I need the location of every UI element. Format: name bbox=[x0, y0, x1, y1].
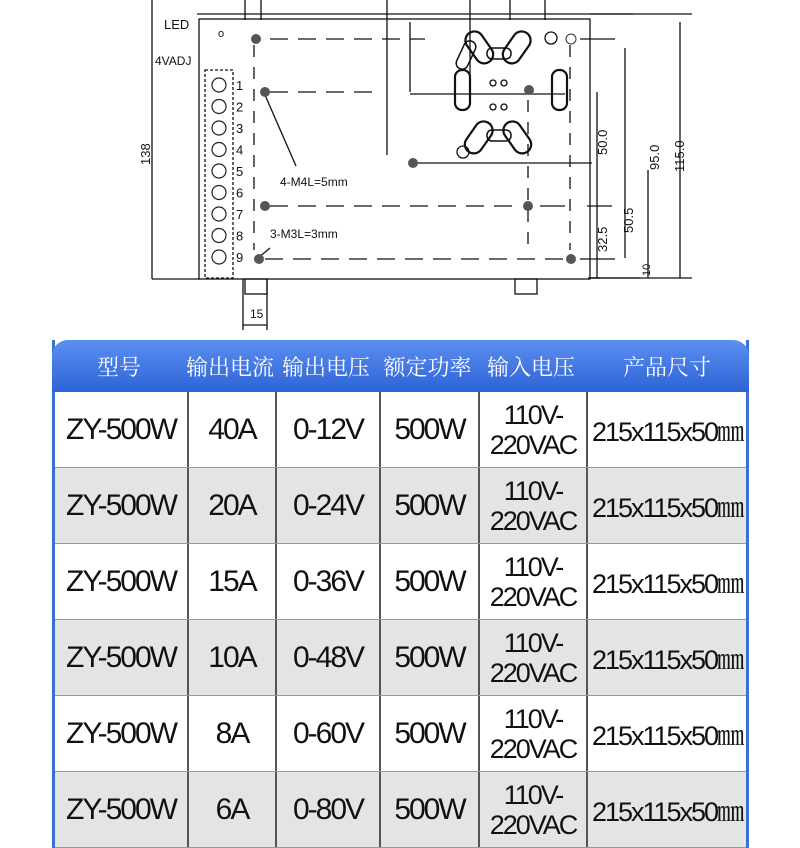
cell-input bbox=[480, 620, 588, 695]
dim-10: 10 bbox=[641, 263, 653, 276]
table-row bbox=[55, 544, 746, 620]
cell-voltage: 0-48V bbox=[277, 620, 381, 695]
cell-input bbox=[480, 544, 588, 619]
terminal-screw-icon bbox=[212, 229, 226, 243]
cell-input bbox=[480, 772, 588, 847]
table-row bbox=[55, 468, 746, 544]
cell-current: 20A bbox=[189, 468, 277, 543]
terminal-number: 3 bbox=[236, 121, 244, 136]
cell-model: ZY-500W bbox=[55, 468, 189, 543]
terminal-screw-icon bbox=[212, 78, 226, 92]
cell-size: 215x115x50㎜ bbox=[591, 569, 743, 599]
input-line-1: 110V- bbox=[503, 703, 563, 734]
cell-model: ZY-500W bbox=[55, 696, 189, 771]
terminal-number: 9 bbox=[236, 250, 244, 265]
header-model: 型号 bbox=[96, 354, 141, 380]
input-line-1: 110V- bbox=[503, 627, 563, 658]
input-line-1: 110V- bbox=[503, 475, 563, 506]
dimension-drawing bbox=[0, 0, 800, 335]
terminal-screw-icon bbox=[212, 164, 226, 178]
height-dimension: 138 bbox=[138, 143, 153, 165]
cell-power: 500W bbox=[381, 468, 480, 543]
cell-current: 6A bbox=[189, 772, 277, 847]
dim-32-5: 32.5 bbox=[595, 226, 610, 252]
cell-size: 215x115x50㎜ bbox=[591, 493, 743, 523]
terminal-number: 2 bbox=[236, 99, 244, 115]
cell-input bbox=[480, 696, 588, 771]
input-line-2: 220VAC bbox=[489, 809, 577, 840]
dim-50-5: 50.5 bbox=[621, 207, 636, 233]
width-15-dimension: 15 bbox=[250, 307, 264, 321]
header-current: 输出电流 bbox=[186, 354, 275, 380]
header-voltage: 输出电压 bbox=[281, 354, 370, 380]
terminal-screw-icon bbox=[212, 100, 226, 114]
cell-voltage: 0-24V bbox=[277, 468, 381, 543]
table-row bbox=[55, 392, 746, 468]
cell-power: 500W bbox=[381, 696, 480, 771]
led-label: LED bbox=[164, 17, 190, 32]
terminal-screw-icon bbox=[212, 143, 226, 157]
terminal-number: 1 bbox=[236, 78, 244, 93]
cell-current: 10A bbox=[189, 620, 277, 695]
input-line-2: 220VAC bbox=[489, 505, 577, 536]
input-line-1: 110V- bbox=[503, 779, 563, 810]
header-input: 输入电压 bbox=[486, 354, 575, 380]
terminal-screw-icon bbox=[212, 207, 226, 221]
cell-power: 500W bbox=[381, 544, 480, 619]
terminal-number: 6 bbox=[236, 185, 244, 201]
terminal-number: 4 bbox=[236, 142, 244, 158]
input-line-2: 220VAC bbox=[489, 581, 577, 612]
cell-current: 8A bbox=[189, 696, 277, 771]
table-row bbox=[55, 696, 746, 772]
terminal-screw-icon bbox=[212, 121, 226, 135]
input-line-1: 110V- bbox=[503, 399, 563, 430]
terminal-number: 8 bbox=[236, 228, 244, 244]
cell-voltage: 0-12V bbox=[277, 392, 381, 467]
cell-voltage: 0-36V bbox=[277, 544, 381, 619]
cell-size: 215x115x50㎜ bbox=[591, 721, 743, 751]
table-row bbox=[55, 620, 746, 696]
terminal-screw-icon bbox=[212, 186, 226, 200]
m4-screw-label: 4-M4L=5mm bbox=[280, 175, 348, 189]
header-size: 产品尺寸 bbox=[622, 354, 711, 380]
terminal-screw-icon bbox=[212, 250, 226, 264]
input-line-2: 220VAC bbox=[489, 429, 577, 460]
terminal-number: 5 bbox=[236, 164, 244, 179]
input-line-2: 220VAC bbox=[489, 733, 577, 764]
dim-50: 50.0 bbox=[595, 129, 610, 155]
input-line-1: 110V- bbox=[503, 551, 563, 582]
cell-input bbox=[480, 468, 588, 543]
cell-voltage: 0-60V bbox=[277, 696, 381, 771]
cell-size: 215x115x50㎜ bbox=[591, 417, 743, 447]
table-header bbox=[52, 340, 749, 392]
dim-115: 115.0 bbox=[672, 140, 687, 172]
cell-power: 500W bbox=[381, 772, 480, 847]
cell-size: 215x115x50㎜ bbox=[591, 645, 743, 675]
cell-voltage: 0-80V bbox=[277, 772, 381, 847]
cell-power: 500W bbox=[381, 392, 480, 467]
adj-label: 4VADJ bbox=[155, 54, 192, 68]
cell-current: 40A bbox=[189, 392, 277, 467]
cell-model: ZY-500W bbox=[55, 544, 189, 619]
cell-current: 15A bbox=[189, 544, 277, 619]
cell-power: 500W bbox=[381, 620, 480, 695]
table-row bbox=[55, 772, 746, 848]
cell-model: ZY-500W bbox=[55, 772, 189, 847]
cell-model: ZY-500W bbox=[55, 620, 189, 695]
m3-screw-label: 3-M3L=3mm bbox=[270, 227, 338, 241]
input-line-2: 220VAC bbox=[489, 657, 577, 688]
cell-size: 215x115x50㎜ bbox=[591, 797, 743, 827]
cell-model: ZY-500W bbox=[55, 392, 189, 467]
cell-input bbox=[480, 392, 588, 467]
led-indicator: o bbox=[218, 28, 225, 40]
terminal-number: 7 bbox=[236, 207, 244, 222]
spec-table bbox=[52, 340, 749, 848]
dim-95: 95.0 bbox=[647, 144, 662, 170]
header-power: 额定功率 bbox=[383, 354, 472, 380]
